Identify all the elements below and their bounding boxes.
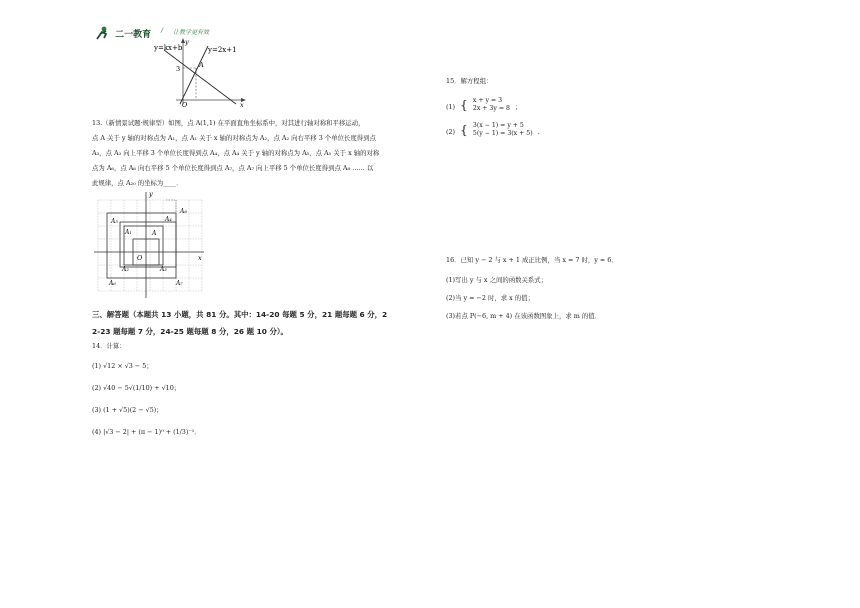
q16-item: (3)若点 P(−6, m + 4) 在该函数图象上，求 m 的值． [446,312,602,320]
label-y: y [185,38,189,46]
q13-line: 13.（新情景试题·规律型）如图，点 A(1,1) 在平面直角坐标系中，对其进行轴对称和平移运动， [92,119,365,127]
grid-label-A1: A₁ [125,229,132,236]
q13-line: 点 A 关于 y 轴的对称点为 A₁，点 A₁ 关于 x 轴的对称点为 A₂，点 A₂ 向右平移 3 个单位长度得到点 [92,134,376,142]
q15-p1-eq1: x + y = 3 [472,96,503,104]
question-15 [446,77,540,138]
label-O: O [182,101,188,108]
q15-p1-label: (1) [446,103,456,111]
q15-p2-end: . [537,128,540,136]
section-3-line: 2-23 题每题 7 分，24-25 题每题 8 分，26 题 10 分）。 [92,327,288,336]
label-kx-b: y=kx+b [154,44,183,52]
section-3-heading [92,309,387,337]
q14-item: (4) |√3 − 2| + (π − 1)⁰ + (1/3)⁻¹． [92,428,201,436]
header-slogan: 让教学更有效 [173,29,210,36]
grid-label-A5: A₅ [111,218,118,225]
grid-label-A7: A₇ [176,280,183,287]
q15-p1-eq2: 2x + 3y = 8 [472,104,510,112]
q15-p1-end: ； [515,103,522,111]
grid-label-A6: A₆ [109,280,116,287]
q15-p2-eq2: 5(y − 1) = 3(x + 5) [472,129,533,137]
q14-item: (2) √40 − 5√(1/10) + √10； [92,384,181,392]
q15-p2-label: (2) [446,128,456,136]
q15-p2-eq1: 3(x − 1) = y + 5 [472,121,524,129]
q16-item: (1)写出 y 与 x 之间的函数关系式； [446,276,548,284]
grid-label-A2: A₂ [122,266,129,273]
grid-label-A3: A₃ [160,266,167,273]
q16-item: (2)当 y = −2 时，求 x 的值； [446,294,534,302]
q13-line: 点为 A₆，点 A₆ 向右平移 5 个单位长度得到点 A₇，点 A₇ 向上平移 5 个单位长度得到点 A₈ …… 以 [92,164,374,172]
label-3: 3 [176,65,181,73]
logo-icon [94,25,110,41]
line-2x-plus-1 [180,46,208,104]
q13-line: 此规律，点 A₂₀ 的坐标为____． [92,179,183,187]
section-3-line: 三、解答题（本题共 13 小题，共 81 分。其中：14-20 每题 5 分，21 题每题 6 分，2 [92,310,388,319]
q15-title: 15．解方程组： [446,77,493,85]
brand-name: 二一教育 [115,30,152,40]
grid-label-O: O [137,254,143,262]
question-13 [92,119,379,187]
q14-item: (3) (1 + √5)(2 − √5)； [92,406,163,414]
q14-item: (1) √12 × √3 − 5； [92,362,153,370]
grid-label-A8: A₈ [180,208,187,215]
line-kx-plus-b [164,50,236,104]
grid-label-x: x [198,254,202,262]
q13-line: A₃，点 A₃ 向上平移 3 个单位长度得到点 A₄，点 A₄ 关于 y 轴的对称点为 A₅，点 A₅ 关于 x 轴的对称 [92,149,380,157]
grid-label-A: A [152,230,157,237]
label-2x-1: y=2x+1 [208,46,237,54]
q15-p1-system [473,97,510,113]
label-A: A [199,61,204,69]
grid-label-y: y [149,190,153,198]
q15-p2-system [473,122,533,138]
label-x: x [240,101,244,108]
header-logo [94,22,151,41]
q16-line: 16．已知 y − 2 与 x + 1 成正比例，当 x = 7 时，y = 6． [446,256,618,264]
header-separator: / [161,27,164,34]
grid-label-A4: A₄ [165,216,172,223]
q15-part-2 [446,119,540,138]
brace-icon: { [460,122,468,137]
question-14 [92,342,201,436]
q15-part-1 [446,94,540,113]
question-16 [446,256,618,320]
symmetry-grid-figure [94,190,206,300]
brace-icon: { [460,97,468,112]
q14-title: 14．计算： [92,342,126,350]
linear-functions-graph [150,38,250,108]
